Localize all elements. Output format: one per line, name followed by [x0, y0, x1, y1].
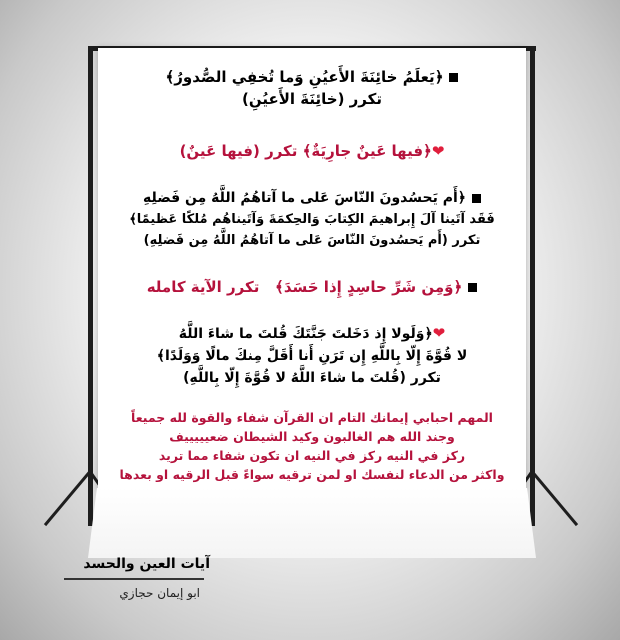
verse-line: فَقَد آتَينا آلَ إِبراهيمَ الكِتابَ وَالحِكمَةَ وَآتَيناهُم مُلكًا عَظيمًا﴾	[129, 212, 495, 227]
verse-block-3	[104, 188, 520, 251]
advice-block	[104, 408, 520, 484]
advice-line: وجند الله هم الغالبون وكيد الشيطان ضعيييييف	[169, 429, 455, 444]
square-bullet-icon	[468, 283, 477, 292]
verse-line: ﴿أَم يَحسُدونَ النّاسَ عَلى ما آتاهُمُ اللَّهُ مِن فَضلِهِ	[104, 188, 520, 209]
right-stand-leg	[531, 471, 578, 527]
repeat-line: تكرر (قُلتَ ما شاءَ اللَّهُ لا قُوَّةَ إِلّا بِاللَّهِ)	[183, 370, 441, 386]
left-stand-pole	[88, 46, 93, 526]
footer-author: ابو إيمان حجازي	[119, 586, 200, 600]
advice-line: واكثر من الدعاء لنفسك او لمن ترقيه سواءً قبل الرقيه او بعدها	[119, 467, 505, 482]
footer-title: آيات العين والحسد	[83, 556, 210, 572]
repeat-line: تكرر (أَم يَحسُدونَ النّاسَ عَلى ما آتاهُمُ اللَّهُ مِن فَضلِهِ)	[143, 233, 481, 248]
square-bullet-icon	[472, 194, 481, 203]
verse-block-5	[104, 322, 520, 389]
verse-line: ❤﴿فيها عَينٌ جارِيَةٌ﴾ تكرر (فيها عَينٌ)	[179, 142, 445, 160]
verse-block-2	[104, 140, 520, 162]
verse-line: ﴿وَمِن شَرِّ حاسِدٍ إِذا حَسَدَ﴾ تكرر الآية كامله	[104, 276, 520, 298]
heart-icon: ❤	[432, 324, 446, 342]
repeat-line: تكرر (خائِنَةَ الأَعيُنِ)	[242, 90, 382, 108]
square-bullet-icon	[449, 73, 458, 82]
backdrop-floor	[88, 488, 536, 558]
left-stand-leg	[44, 471, 91, 527]
verse-block-4	[104, 276, 520, 298]
right-stand-pole	[530, 46, 535, 526]
verse-line: ❤﴿وَلَولا إِذ دَخَلتَ جَنَّتَكَ قُلتَ ما شاءَ اللَّهُ	[178, 324, 446, 342]
verse-line: ﴿يَعلَمُ خائِنَةَ الأَعيُنِ وَما تُخفِي الصُّدورُ﴾	[104, 66, 520, 88]
footer-rule	[64, 578, 204, 580]
verse-line: لا قُوَّةَ إِلّا بِاللَّهِ إِن تَرَنِ أَنا أَقَلَّ مِنكَ مالًا وَوَلَدًا﴾	[156, 348, 468, 364]
advice-line: المهم احبابي إيمانك التام ان القرآن شفاء والقوة لله جميعاً	[131, 410, 493, 425]
verse-block-1	[104, 66, 520, 110]
heart-icon: ❤	[431, 142, 445, 160]
advice-line: ركز في النيه ركز في النيه ان تكون شفاء مما تريد	[158, 448, 466, 463]
